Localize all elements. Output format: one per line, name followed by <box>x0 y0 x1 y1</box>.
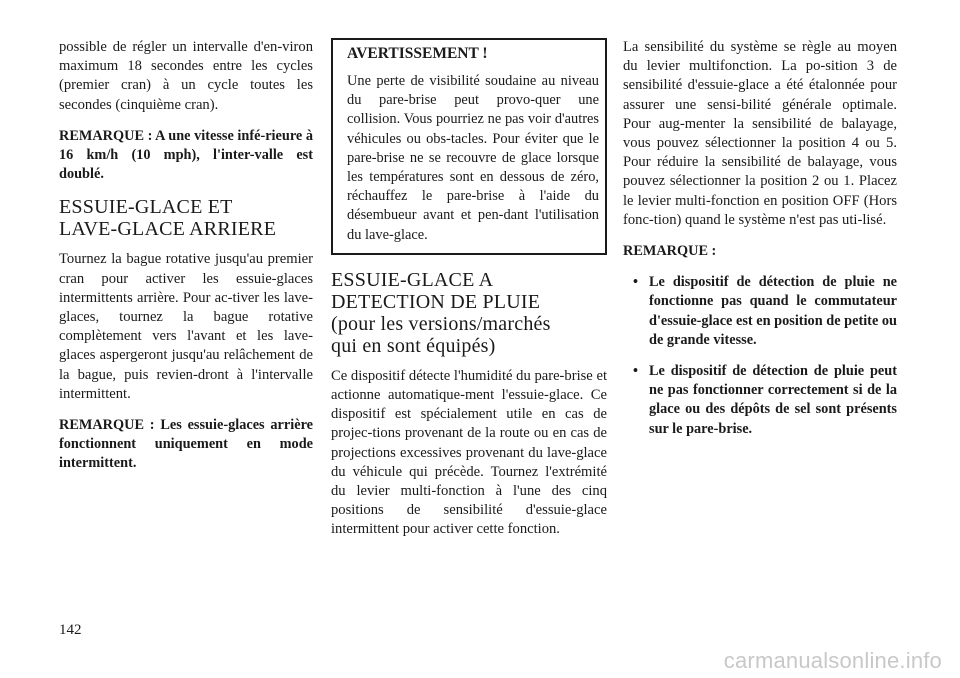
heading-line: ESSUIE-GLACE ET <box>59 196 233 219</box>
list-item-text: Le dispositif de détection de pluie ne fonctionne pas quand le commutateur d'essuie-glace est en position de petite ou de grande vitesse. <box>649 274 897 348</box>
warning-box <box>331 38 607 255</box>
heading-line: LAVE-GLACE ARRIERE <box>59 218 277 241</box>
list-item-text: Le dispositif de détection de pluie peut ne pas fonctionner correctement si de la glace ou des dépôts de sel sont présents sur le pare-brise. <box>649 363 897 437</box>
bullet-icon: • <box>633 363 639 380</box>
note-speed: REMARQUE : A une vitesse infé-rieure à 16 km/h (10 mph), l'inter-valle est doublé. <box>59 127 313 183</box>
heading-line: (pour les versions/marchés <box>331 312 551 335</box>
column-left <box>59 38 313 486</box>
body-paragraph: Tournez la bague rotative jusqu'au premier cran pour activer les essuie-glaces intermittents arrière. Pour ac-tiver les lave-glaces, tournez la bague rotative complètement vers l'avant et les lave-glaces aspergeront jusqu'au relâchement de la bague, puis revien-dront à l'intervalle intermittent. <box>59 251 313 402</box>
heading-line: DETECTION DE PLUIE <box>331 290 541 313</box>
column-right <box>623 38 897 451</box>
list-item <box>623 273 897 350</box>
warning-text: Une perte de visibilité soudaine au niveau du pare-brise peut provo-quer une collision. Vous pourriez ne pas voir d'autres véhicules ou obs-tacles. Pour éviter que le pare-brise ne se recouvre de glace lorsque les températures sont en dessous de zéro, réchauffez le pare-brise à l'aide du désembueur avant et pen-dant l'utilisation du lave-glace. <box>347 73 599 243</box>
heading-line: ESSUIE-GLACE A <box>331 268 494 291</box>
list-item <box>623 362 897 439</box>
heading-line: qui en sont équipés) <box>331 334 496 357</box>
warning-title: AVERTISSEMENT ! <box>347 45 488 62</box>
page-number: 142 <box>59 622 82 638</box>
bullet-icon: • <box>633 274 639 291</box>
column-middle <box>331 38 607 552</box>
note-label: REMARQUE : <box>623 243 717 260</box>
body-paragraph: possible de régler un intervalle d'en-viron maximum 18 secondes entre les cycles (premier cran) à un cycle toutes les secondes (cinquième cran). <box>59 39 313 113</box>
watermark: carmanualsonline.info <box>723 648 942 673</box>
section-heading-rain-sensor <box>331 269 607 357</box>
body-paragraph: Ce dispositif détecte l'humidité du pare-brise et actionne automatique-ment l'essuie-glace. Ce dispositif est spécialement utile en cas de projec-tions provenant de la route ou en cas de projections excessives provenant du lave-glace du véhicule qui précède. Tournez l'extrémité du levier multi-fonction à l'une des cinq positions de sensibilité d'essuie-glace intermittent pour activer cette fonction. <box>331 367 607 538</box>
body-paragraph: La sensibilité du système se règle au moyen du levier multifonction. La po-sition 3 de sensibilité d'essuie-glace a été étalonnée pour assurer une sensi-bilité générale optimale. Pour aug-menter la sensibilité de balayage, vous pouvez sélectionner la position 4 ou 5. Pour réduire la sensibilité de balayage, vous pouvez sélectionner la position 2 ou 1. Placez le levier multi-fonction en position OFF (Hors fonc-tion) quand le système n'est pas uti-lisé. <box>623 39 897 228</box>
note-bullet-list <box>623 273 897 439</box>
section-heading-rear-wiper <box>59 196 313 240</box>
note-rear-wiper: REMARQUE : Les essuie-glaces arrière fonctionnent uniquement en mode intermittent. <box>59 417 313 472</box>
